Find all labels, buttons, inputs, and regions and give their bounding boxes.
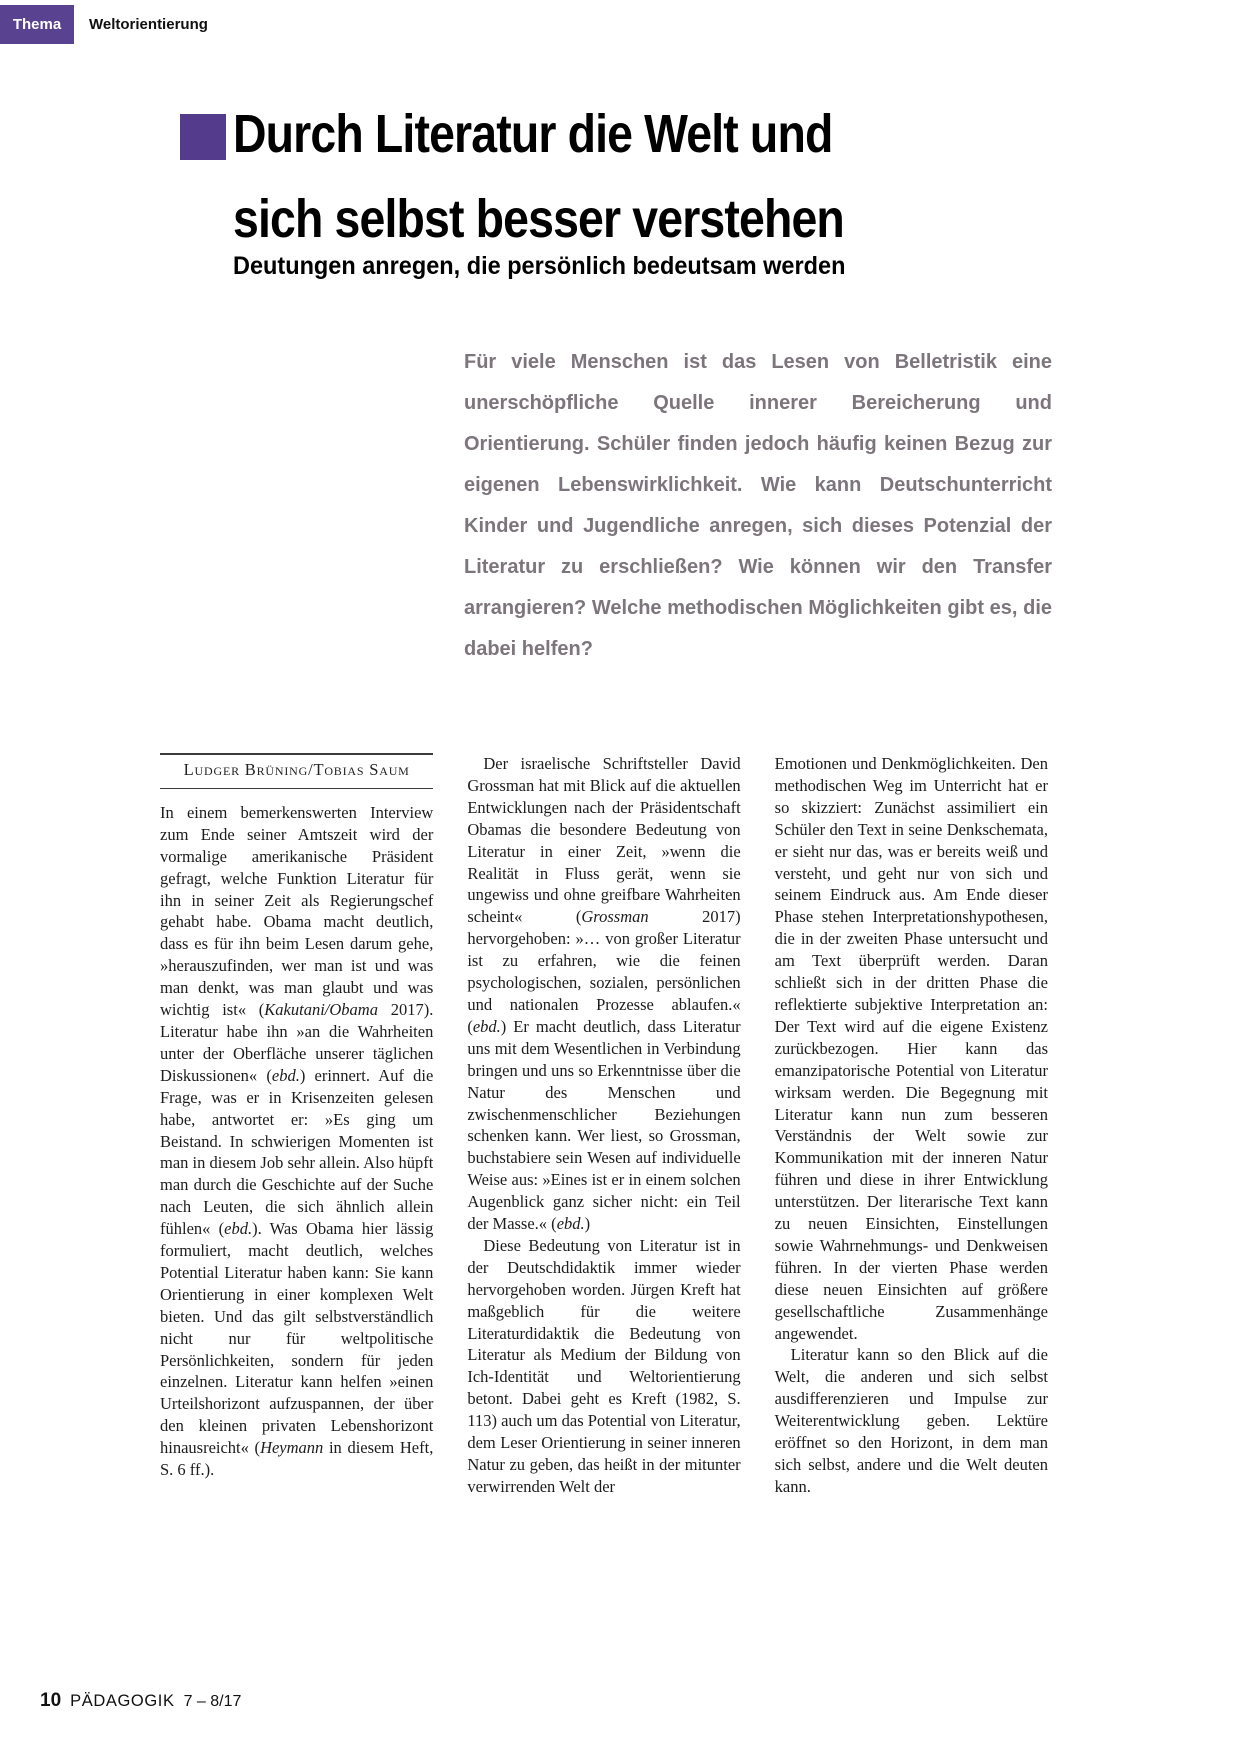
page-number: 10 (40, 1690, 62, 1711)
article-title-line2: sich selbst besser verstehen (233, 189, 844, 249)
article-title-line1: Durch Literatur die Welt und (233, 104, 833, 164)
article-subtitle: Deutungen anregen, die persönlich bedeutsam werden (233, 252, 846, 280)
thema-badge: Thema (0, 5, 74, 44)
topbar (0, 5, 208, 44)
paragraph: In einem bemerkenswerten Interview zum Ende seiner Amtszeit wird der vormalige amerikanische Präsident gefragt, welche Funktion Literatur für ihn in seiner Zeit als Regierungschef gehabt habe. Obama macht deutlich, dass es für ihn beim Lesen darum gehe, »herauszufinden, wer man ist und was man denkt, was man glaubt und was wichtig ist« (Kakutani/Obama 2017). Literatur habe ihn »an die Wahrheiten unter der Oberfläche unserer täglichen Diskussionen« (ebd.) erinnert. Auf die Frage, was er in Krisenzeiten gelesen habe, antwortet er: »Es ging um Beistand. In schwierigen Momenten ist man in diesem Job sehr allein. Also hüpft man durch die Geschichte auf der Suche nach Leuten, die sich ähnlich allein fühlen« (ebd.). Was Obama hier lässig formuliert, macht deutlich, welches Potential Literatur haben kann: Sie kann Orientierung in einer komplexen Welt bieten. Und das gilt selbstverständlich nicht nur für weltpolitische Persönlichkeiten, sondern für jeden einzelnen. Literatur kann helfen »einen Urteilshorizont aufzuspannen, der über den kleinen privaten Lebenshorizont hinausreicht« (Heymann in diesem Heft, S. 6 ff.). (160, 802, 434, 1480)
article-body (160, 753, 1048, 1498)
page-footer (40, 1690, 241, 1712)
title-bullet-square (180, 114, 226, 160)
paragraph: Diese Bedeutung von Literatur ist in der Deutschdidaktik immer wieder hervorgehoben worden. Jürgen Kreft hat maßgeblich für die weitere Literaturdidaktik die Bedeutung von Literatur als Medium der Bildung von Ich-Identität und Weltorientierung betont. Dabei geht es Kreft (1982, S. 113) auch um das Potential von Literatur, dem Leser Orientierung in seiner inneren Natur zu geben, das heißt in der mitunter verwirrenden Welt der (467, 1235, 741, 1496)
column-1 (160, 753, 433, 1498)
intro-abstract: Für viele Menschen ist das Lesen von Belletristik eine unerschöpfliche Quelle innerer Bereicherung und Orientierung. Schüler finden jedoch häufig keinen Bezug zur eigenen Lebenswirklichkeit. Wie kann Deutschunterricht Kinder und Jugendliche anregen, sich dieses Potenzial der Literatur zu erschließen? Wie können wir den Transfer arrangieren? Welche methodischen Möglichkeiten gibt es, die dabei helfen? (464, 351, 1052, 660)
paragraph: Literatur kann so den Blick auf die Welt, die anderen und sich selbst ausdifferenzieren und Impulse zur Weiterentwicklung geben. Lektüre eröffnet so den Horizont, in dem man sich selbst, andere und die Welt deuten kann. (774, 1345, 1048, 1496)
section-label: Weltorientierung (89, 16, 208, 33)
paragraph: Der israelische Schriftsteller David Grossman hat mit Blick auf die aktuellen Entwicklungen nach der Präsidentschaft Obamas die besondere Bedeutung von Literatur in einer Zeit, »wenn die Realität in Fluss gerät, wenn sie ungewiss und ohne greifbare Wahrheiten scheint« (Grossman 2017) hervorgehoben: »… von großer Literatur ist zu erfahren, wie die feinen psychologischen, sozialen, persönlichen und nationalen Prozesse ablaufen.« (ebd.) Er macht deutlich, dass Literatur uns mit dem Wesentlichen in Verbindung bringen und uns so Erkenntnisse über die Natur des Menschen und zwischenmenschlicher Beziehungen schenken kann. Wer liest, so Grossman, buchstabiere sein Wesen auf individuelle Weise aus: »Eines ist er in einem solchen Augenblick ganz sicher nicht: ein Teil der Masse.« (ebd.) (467, 754, 741, 1234)
column-2 (467, 753, 740, 1498)
article-title (233, 92, 844, 262)
issue-number: 7 – 8/17 (183, 1693, 242, 1710)
column-3 (775, 753, 1048, 1498)
author-byline: Ludger Brüning/Tobias Saum (160, 753, 433, 789)
journal-name: PÄDAGOGIK (70, 1692, 175, 1710)
paragraph: Emotionen und Denkmöglichkeiten. Den methodischen Weg im Unterricht hat er so skizziert: Zunächst assimiliert ein Schüler den Text in seine Denkschemata, er sieht nur das, was er bereits weiß und versteht, und geht nur von sich und seinem Eindruck aus. Am Ende dieser Phase stehen Interpretationshypothesen, die in der zweiten Phase untersucht und am Text überprüft werden. Daran schließt sich in der dritten Phase die reflektierte subjektive Interpretation an: Der Text wird auf die eigene Existenz zurückbezogen. Hier kann das emanzipatorische Potential von Literatur wirksam werden. Die Begegnung mit Literatur kann nun zum besseren Verständnis der Welt sowie zur Kommunikation mit der inneren Natur führen und diese in ihrer Entwicklung unterstützen. Der literarische Text kann zu neuen Einsichten, Einstellungen sowie Wahrnehmungs- und Denkweisen führen. In der vierten Phase werden diese neuen Einsichten auf größere gesellschaftliche Zusammenhänge angewendet. (774, 754, 1048, 1343)
